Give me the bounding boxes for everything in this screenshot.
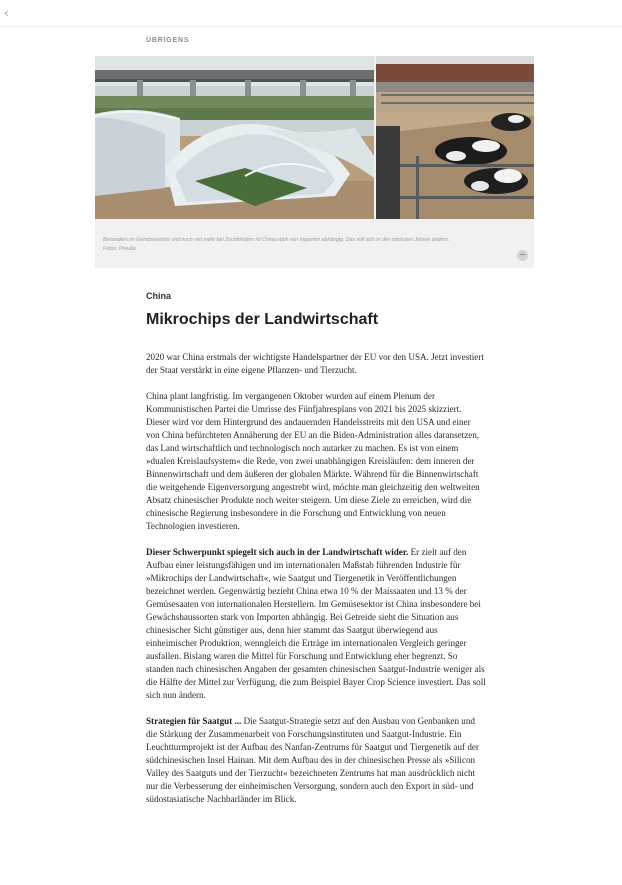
minus-icon[interactable]: − — [517, 250, 528, 261]
figure-caption — [103, 236, 513, 254]
article-paragraph — [146, 546, 486, 702]
article-lead: 2020 war China erstmals der wichtigste Handelspartner der EU vor den USA. Jetzt investiert der Staat verstärkt in eine eigene Pflanzen- und Tierzucht. — [146, 352, 484, 375]
photo-credit: Fotos: Preuße — [103, 246, 136, 252]
article-paragraph: China plant langfristig. Im vergangenen Oktober wurden auf einem Plenum der Kommunistischen Partei die Umrisse des Fünfjahresplans von 2021 bis 2025 skizziert. Dieser wird vor dem Hintergrund des andauernden Handelsstreits mit den USA und einer von China befürchteten Annäherung der EU an die Biden-Administration alles daransetzen, das Land wirtschaftlich und technologisch noch autarker zu machen. Es ist von einem »dualen Kreislaufsystem« die Rede, von zwei unabhängigen Kreisläufen: dem inneren der Binnenwirtschaft und dem äußeren der globalen Märkte. Während für die Binnenwirtschaft die weitgehende Eigenversorgung angestrebt wird, möchte man gleichzeitig den weltweiten Absatz chinesischer Produkte noch weiter steigern. Um diese Ziele zu erreichen, wird die chinesische Regierung insbesondere in die Forschung und Entwicklung von neuen Technologien investieren. — [146, 391, 480, 531]
paragraph-lead-in: Dieser Schwerpunkt spiegelt sich auch in der Landwirtschaft wider. — [146, 547, 409, 557]
top-bar — [0, 0, 622, 27]
chevron-left-icon[interactable]: ‹ — [4, 6, 9, 20]
paragraph-text: Er zielt auf den Aufbau einer leistungsfähigen und im internationalen Maßstab führenden Industrie für »Mikrochips der Landwirtschaft«, wie Saatgut und Tiergenetik in Veröffentlichungen bezeichnet werden. Gegenwärtig bezieht China etwa 10 % der Maissaaten und 13 % der Gemüsesaaten von internationalen Herstellern. Im Gemüsesektor ist China insbesondere bei Gewächshaussorten stark von Importen abhängig. Bei Getreide sieht die Situation aus chinesischer Sicht günstiger aus, denn hier stammt das Saatgut überwiegend aus einheimischer Produktion, wenngleich die Erträge im internationalen Vergleich geringer ausfallen. Bislang waren die Mittel für Forschung und Entwicklung eher begrenzt. So standen nach chinesischen Angaben der gesamten chinesischen Saatgut-Industrie weniger als die Hälfte der Mittel zur Verfügung, die zum Beispiel Bayer Crop Science investiert. Das soll sich nun ändern. — [146, 547, 486, 700]
article-headline: Mikrochips der Landwirtschaft — [146, 311, 379, 328]
article-kicker: China — [146, 291, 172, 301]
article-figure — [95, 56, 534, 268]
caption-text: Besonders im Gemüsesektor und noch viel mehr bei Zuchtrindern ist China stark von Importen abhängig. Das soll sich in den nächsten Jahren ändern. — [103, 237, 450, 243]
article-body — [146, 351, 486, 819]
article-paragraph — [146, 715, 486, 806]
greenhouse-photo[interactable] — [95, 56, 374, 219]
cattle-barn-photo[interactable] — [376, 56, 534, 219]
paragraph-lead-in: Strategien für Saatgut ... — [146, 716, 242, 726]
section-label: ÜBRIGENS — [146, 37, 190, 44]
paragraph-text: Die Saatgut-Strategie setzt auf den Ausbau von Genbanken und die Stärkung der Zusammenarbeit von Forschungsinstituten und Saatgut-Industrie. Ein Leuchtturmprojekt ist der Aufbau des Nanfan-Zentrums für Saatgut und Tiergenetik auf der südchinesischen Insel Hainan. Mit dem Aufbau des in der chinesischen Presse als »Silicon Valley des Saatguts und der Tierzucht« bezeichneten Zentrums hat man ausdrücklich nicht nur die Verbesserung der einheimischen Versorgung, sondern auch den Export in süd- und südostasiatische Nachbarländer im Blick. — [146, 716, 479, 804]
